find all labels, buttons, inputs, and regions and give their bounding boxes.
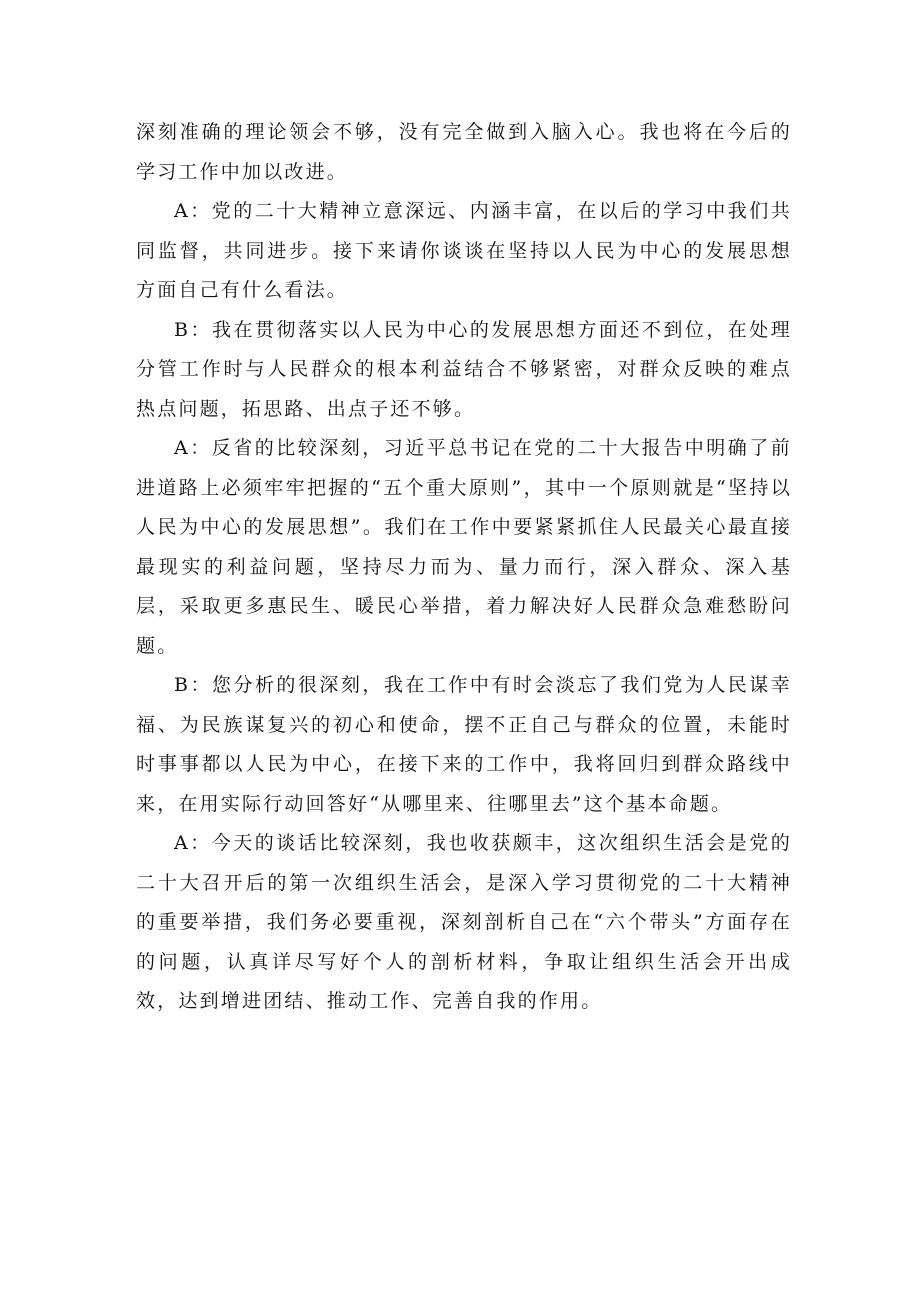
paragraph-a-1: A：党的二十大精神立意深远、内涵丰富，在以后的学习中我们共同监督，共同进步。接下来请你谈谈在坚持以人民为中心的发展思想方面自己有什么看法。: [136, 200, 792, 301]
paragraph-b-1: B：我在贯彻落实以人民为中心的发展思想方面还不到位，在处理分管工作时与人民群众的根本利益结合不够紧密，对群众反映的难点热点问题，拓思路、出点子还不够。: [136, 318, 792, 420]
paragraph-b-2: B：您分析的很深刻，我在工作中有时会淡忘了我们党为人民谋幸福、为民族谋复兴的初心和使命，摆不正自己与群众的位置，未能时时事事都以人民为中心，在接下来的工作中，我将回归到群众路线中来，在用实际行动回答好“从哪里来、往哪里去”这个基本命题。: [136, 674, 792, 815]
paragraph-a-3: A：今天的谈话比较深刻，我也收获颇丰，这次组织生活会是党的二十大召开后的第一次组织生活会，是深入学习贯彻党的二十大精神的重要举措，我们务必要重视，深刻剖析自己在“六个带头”方面存在的问题，认真详尽写好个人的剖析材料，争取让组织生活会开出成效，达到增进团结、推动工作、完善自我的作用。: [136, 832, 792, 1012]
paragraph-continuation: 深刻准确的理论领会不够，没有完全做到入脑入心。我也将在今后的学习工作中加以改进。: [136, 121, 792, 183]
paragraph-a-2: A：反省的比较深刻，习近平总书记在党的二十大报告中明确了前进道路上必须牢牢把握的“五个重大原则”，其中一个原则就是“坚持以人民为中心的发展思想”。我们在工作中要紧紧抓住人民最关心最直接最现实的利益问题，坚持尽力而为、量力而行，深入群众、深入基层，采取更多惠民生、暖民心举措，着力解决好人民群众急难愁盼问题。: [136, 437, 792, 657]
document-page: [136, 113, 792, 1022]
